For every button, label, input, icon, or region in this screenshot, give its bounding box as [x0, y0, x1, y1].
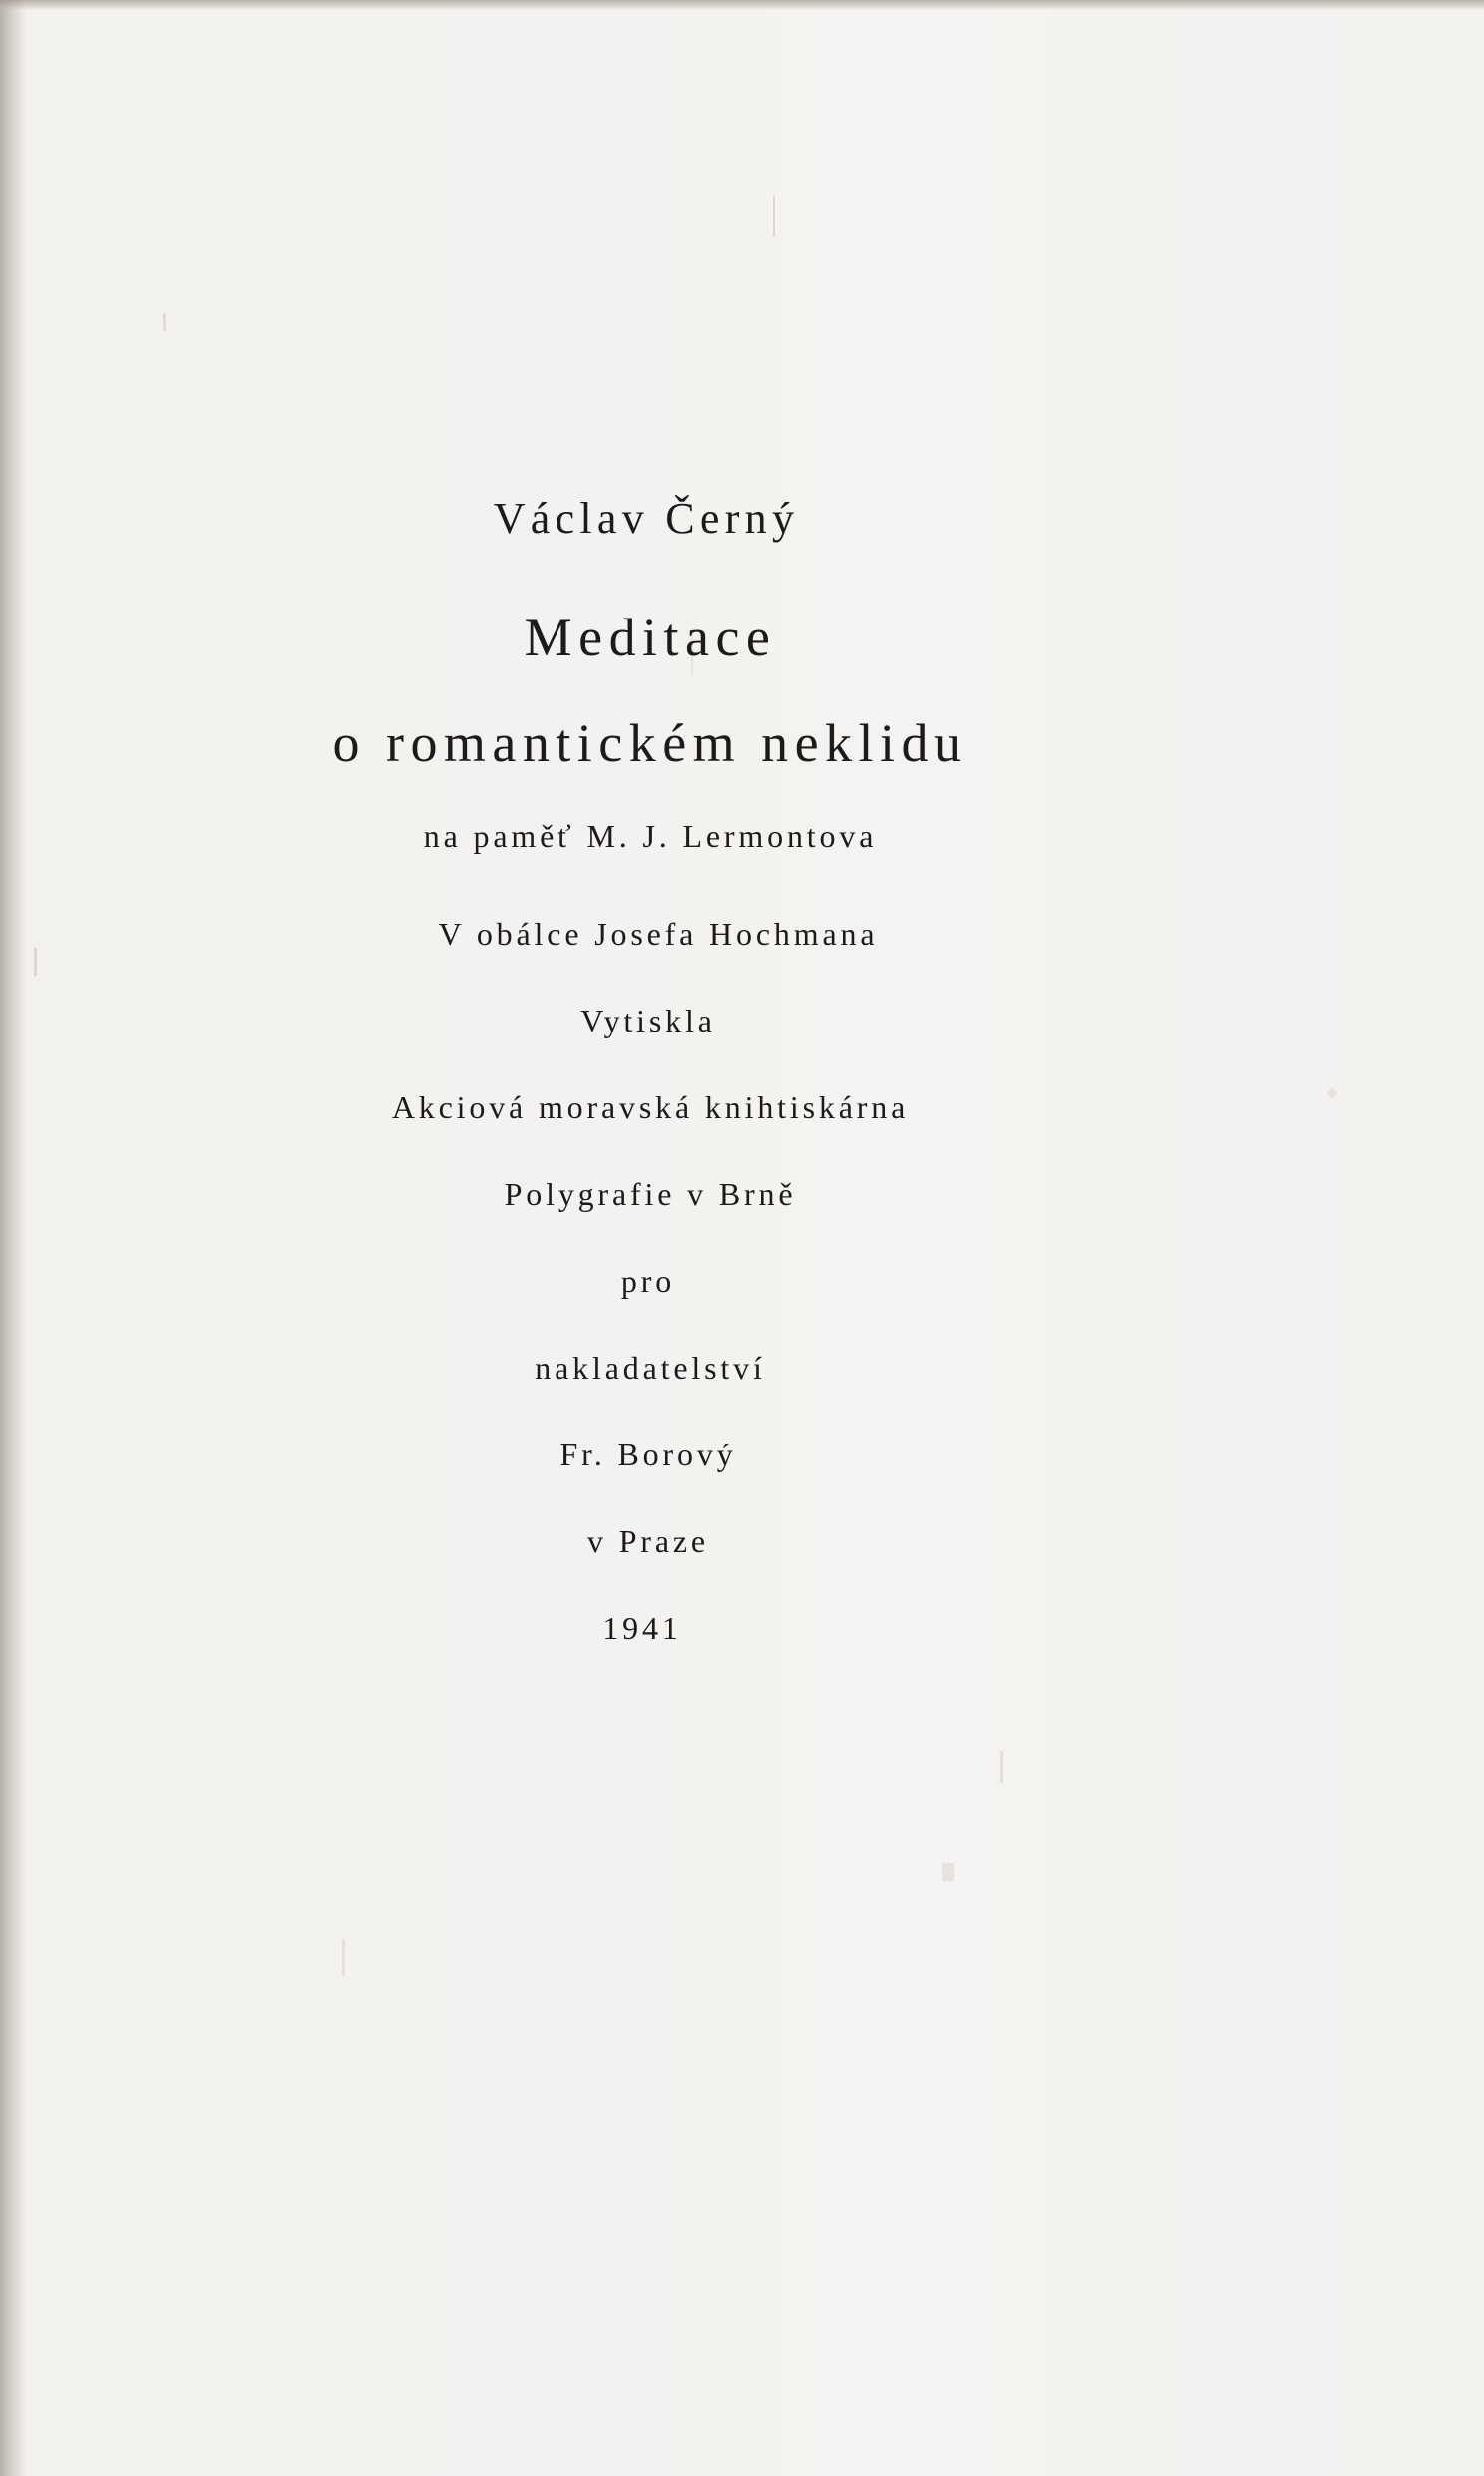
- publisher-name: Fr. Borový: [559, 1437, 737, 1472]
- paper-speck: [163, 313, 166, 331]
- paper-speck: [773, 196, 775, 237]
- publication-year: 1941: [602, 1610, 682, 1646]
- paper-speck: [942, 1863, 954, 1881]
- printed-label: Vytiskla: [580, 1003, 716, 1038]
- publisher-city: v Praze: [587, 1523, 709, 1559]
- dedication-line: na paměť M. J. Lermontova: [423, 818, 878, 854]
- publisher-label: nakladatelství: [535, 1350, 766, 1386]
- paper-speck: [1000, 1751, 1003, 1783]
- for-label: pro: [620, 1263, 676, 1299]
- page-gutter-shadow: [0, 0, 26, 2476]
- book-title: Meditace: [524, 608, 777, 667]
- page-top-edge: [0, 0, 1484, 10]
- book-subtitle: o romantickém neklidu: [332, 713, 968, 773]
- printer-name: Akciová moravská knihtiskárna: [391, 1089, 910, 1125]
- author-name: Václav Černý: [493, 494, 800, 543]
- printer-location: Polygrafie v Brně: [504, 1176, 797, 1212]
- cover-credit: V obálce Josefa Hochmana: [438, 916, 879, 952]
- paper-speck: [342, 1940, 345, 1976]
